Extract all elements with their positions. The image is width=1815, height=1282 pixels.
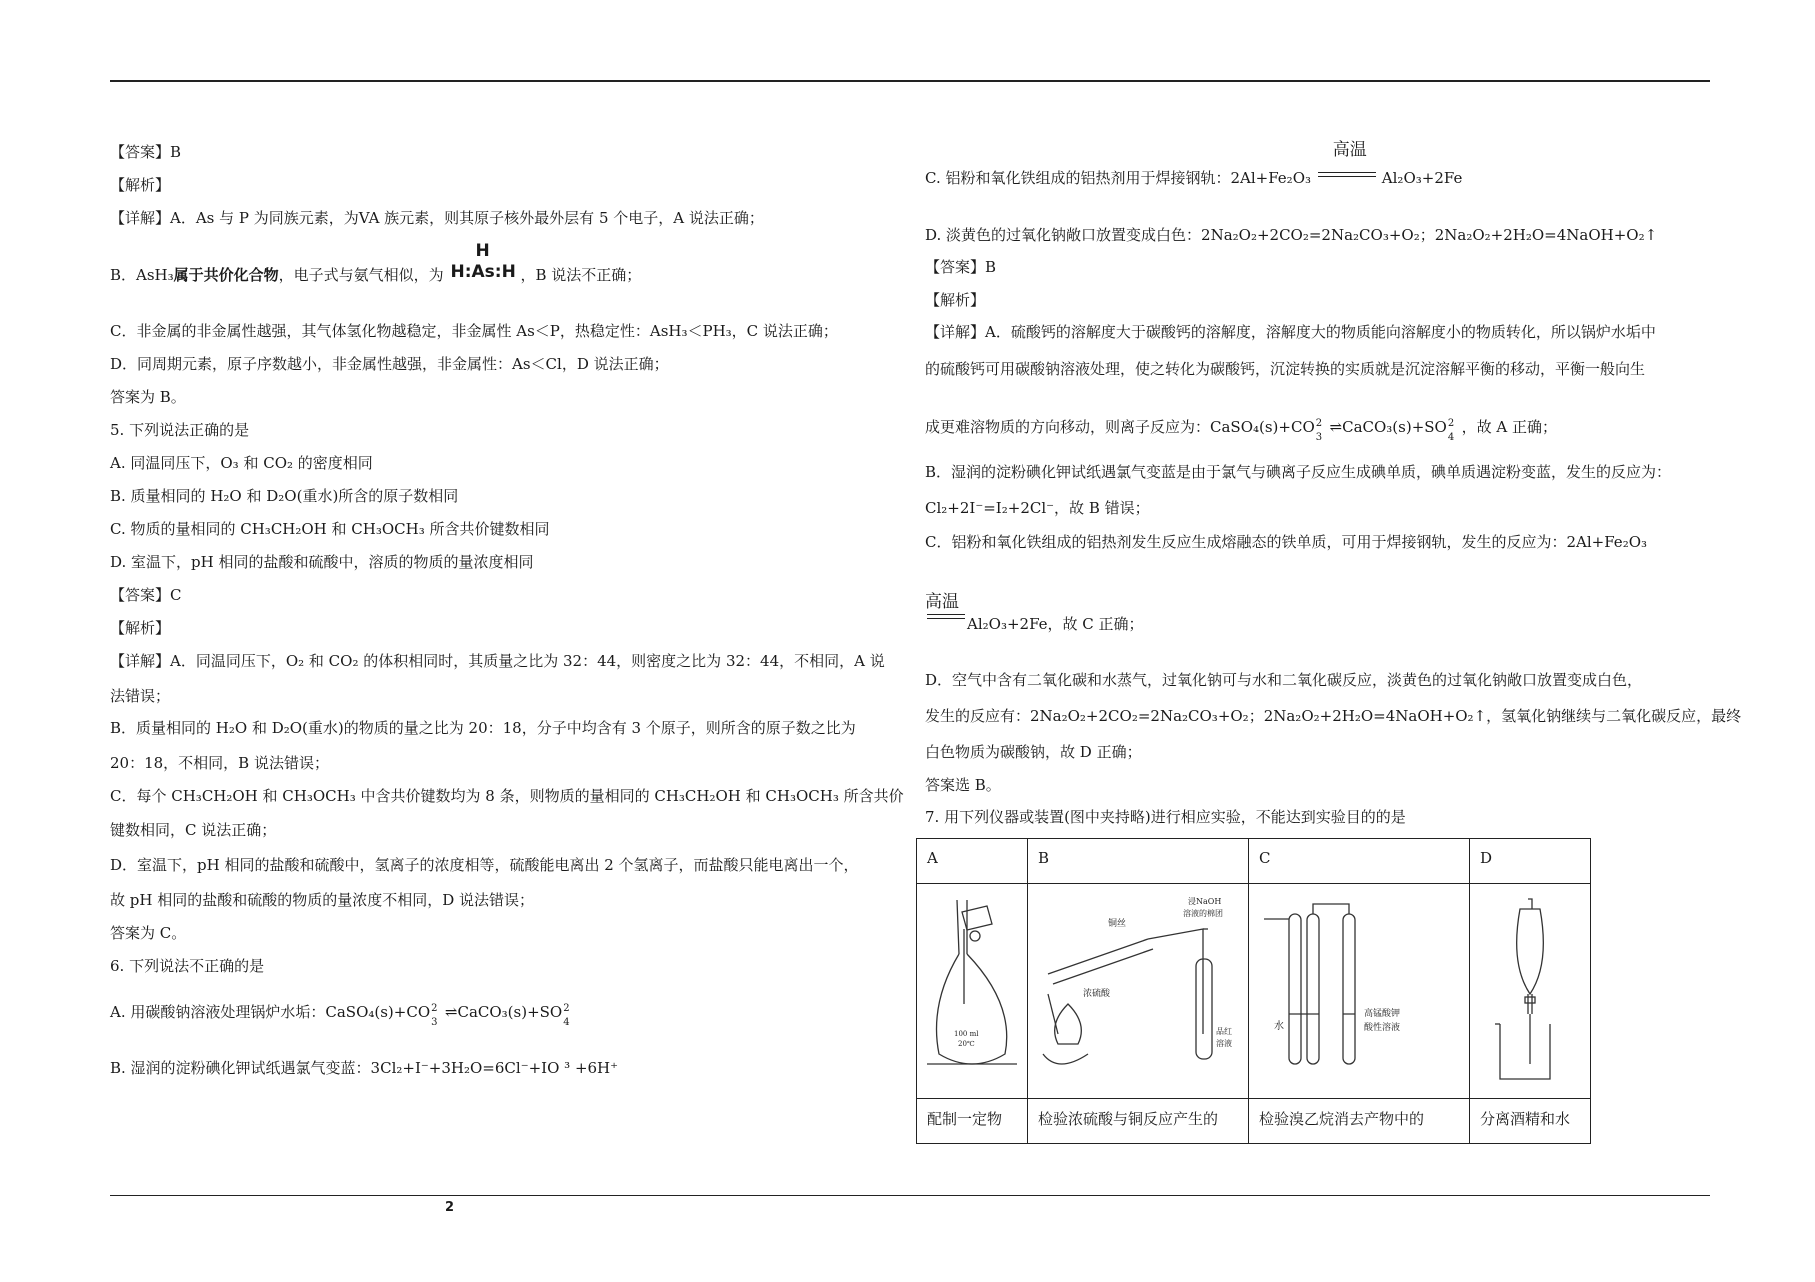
table-head-c: C <box>1249 839 1470 884</box>
condition-bar-1 <box>927 614 965 615</box>
q6-detail-d1: D．空气中含有二氧化碳和水蒸气，过氧化钠可与水和二氧化碳反应，淡黄色的过氧化钠敞口放置变成白色， <box>925 671 1643 689</box>
q6-option-a: A. 用碳酸钠溶液处理锅炉水垢：CaSO₄(s)+CO 2 3 ⇌CaCO₃(s)+SO 2 4 <box>110 1003 570 1028</box>
footer-rule <box>110 1195 1710 1196</box>
q6-detail-c-label: 高温 <box>925 592 959 612</box>
q5-detail-a1: 【详解】A．同温同压下，O₂ 和 CO₂ 的体积相同时，其质量之比为 32：44，则密度之比为 32：44，不相同，A 说 <box>110 652 885 670</box>
q6-option-b: B. 湿润的淀粉碘化钾试纸遇氯气变蓝：3Cl₂+I⁻+3H₂O=6Cl⁻+IO ³ +6H⁺ <box>110 1059 619 1077</box>
q6-detail-d3: 白色物质为碳酸钠，故 D 正确； <box>925 743 1142 761</box>
q5-answer: 【答案】C <box>110 586 182 604</box>
q5-option-c: C. 物质的量相同的 CH₃CH₂OH 和 CH₃OCH₃ 所含共价键数相同 <box>110 520 550 538</box>
detail-a: 【详解】A．As 与 P 为同族元素，为VA 族元素，则其原子核外最外层有 5 个电子，A 说法正确； <box>110 209 764 227</box>
figure-c-bromoethane <box>1249 884 1470 1099</box>
svg-text:酸性溶液: 酸性溶液 <box>1364 1023 1401 1033</box>
table-caption-c: 检验溴乙烷消去产物中的 <box>1249 1099 1470 1144</box>
q6-detail-c2: Al₂O₃+2Fe，故 C 正确； <box>967 615 1144 633</box>
figure-a-volumetric-flask <box>917 884 1028 1099</box>
q5-answer-is: 答案为 C。 <box>110 924 187 942</box>
q5-detail-b1: B．质量相同的 H₂O 和 D₂O(重水)的物质的量之比为 20：18，分子中均含有 3 个原子，则所含的原子数之比为 <box>110 719 856 737</box>
svg-text:水: 水 <box>1274 1021 1284 1032</box>
svg-text:浓硫酸: 浓硫酸 <box>1083 989 1111 999</box>
q6-option-c: C. 铝粉和氧化铁组成的铝热剂用于焊接钢轨：2Al+Fe₂O₃ 高温 Al₂O₃+2Fe <box>925 140 1463 187</box>
q6-detail-b1: B．湿润的淀粉碘化钾试纸遇氯气变蓝是由于氯气与碘离子反应生成碘单质，碘单质遇淀粉变蓝，发生的反应为： <box>925 463 1672 481</box>
condition-bar-2 <box>927 618 965 619</box>
answer-is: 答案为 B。 <box>110 388 186 406</box>
page-number: 2 <box>445 1200 455 1215</box>
analysis-label: 【解析】 <box>110 176 171 194</box>
q5-option-d: D. 室温下，pH 相同的盐酸和硫酸中，溶质的物质的量浓度相同 <box>110 553 534 571</box>
q5-detail-a2: 法错误； <box>110 687 171 705</box>
lewis-structure: H H:As:H <box>450 241 516 282</box>
q6-answer-is: 答案选 B。 <box>925 776 1001 794</box>
q6-detail-d2: 发生的反应有：2Na₂O₂+2CO₂=2Na₂CO₃+O₂；2Na₂O₂+2H₂O=4NaOH+O₂↑，氢氧化钠继续与二氧化碳反应，最终 <box>925 707 1742 725</box>
q6-answer: 【答案】B <box>925 258 997 276</box>
detail-d: D．同周期元素，原子序数越小，非金属性越强，非金属性：As＜Cl，D 说法正确； <box>110 355 669 373</box>
experiment-table <box>916 838 1591 1144</box>
svg-text:100 ml: 100 ml <box>954 1030 979 1038</box>
q5-option-a: A. 同温同压下，O₃ 和 CO₂ 的密度相同 <box>110 454 373 472</box>
question-7: 7. 用下列仪器或装置(图中夹持略)进行相应实验，不能达到实验目的的是 <box>925 808 1406 826</box>
q5-detail-b2: 20：18，不相同，B 说法错误； <box>110 754 329 772</box>
question-5: 5. 下列说法正确的是 <box>110 421 250 439</box>
question-6: 6. 下列说法不正确的是 <box>110 957 265 975</box>
high-temp-condition: 高温 <box>1316 168 1382 188</box>
svg-text:20℃: 20℃ <box>958 1040 975 1048</box>
svg-text:高锰酸钾: 高锰酸钾 <box>1364 1009 1401 1019</box>
q5-detail-d1: D．室温下，pH 相同的盐酸和硫酸中，氢离子的浓度相等，硫酸能电离出 2 个氢离子，而盐酸只能电离出一个， <box>110 856 859 874</box>
svg-text:溶液的棉团: 溶液的棉团 <box>1183 909 1223 918</box>
svg-text:品红: 品红 <box>1216 1027 1232 1036</box>
svg-text:铜丝: 铜丝 <box>1108 919 1127 929</box>
q5-analysis: 【解析】 <box>110 619 171 637</box>
q5-detail-c2: 键数相同，C 说法正确； <box>110 821 277 839</box>
table-caption-b: 检验浓硫酸与铜反应产生的 <box>1028 1099 1249 1144</box>
figure-b-copper-reaction <box>1028 884 1249 1099</box>
detail-b: B．AsH₃属于共价化合物，电子式与氨气相似，为 H H:As:H ，B 说法不正确； <box>110 241 642 284</box>
table-caption-a: 配制一定物 <box>917 1099 1028 1144</box>
table-head-d: D <box>1470 839 1591 884</box>
header-rule <box>110 80 1710 82</box>
figure-d-separatory-funnel <box>1470 884 1591 1099</box>
table-head-b: B <box>1028 839 1249 884</box>
table-head-a: A <box>917 839 1028 884</box>
answer-label: 【答案】B <box>110 143 182 161</box>
q5-option-b: B. 质量相同的 H₂O 和 D₂O(重水)所含的原子数相同 <box>110 487 459 505</box>
q6-detail-b2: Cl₂+2I⁻=I₂+2Cl⁻，故 B 错误； <box>925 499 1150 517</box>
q5-detail-d2: 故 pH 相同的盐酸和硫酸的物质的量浓度不相同，D 说法错误； <box>110 891 535 909</box>
q5-detail-c1: C．每个 CH₃CH₂OH 和 CH₃OCH₃ 中含共价键数均为 8 条，则物质的量相同的 CH₃CH₂OH 和 CH₃OCH₃ 所含共价 <box>110 787 904 805</box>
q6-detail-c1: C．铝粉和氧化铁组成的铝热剂发生反应生成熔融态的铁单质，可用于焊接钢轨，发生的反应为：2Al+Fe₂O₃ <box>925 533 1648 551</box>
q6-detail-a2: 的硫酸钙可用碳酸钠溶液处理，使之转化为碳酸钙，沉淀转换的实质就是沉淀溶解平衡的移动，平衡一般向生 <box>925 360 1646 378</box>
detail-c: C．非金属的非金属性越强，其气体氢化物越稳定，非金属性 As＜P，热稳定性：AsH₃＜PH₃，C 说法正确； <box>110 322 838 340</box>
q6-detail-a3: 成更难溶物质的方向移动，则离子反应为：CaSO₄(s)+CO 2 3 ⇌CaCO₃(s)+SO 2 4 ，故 A 正确； <box>925 418 1557 443</box>
q6-detail-a1: 【详解】A．硫酸钙的溶解度大于碳酸钙的溶解度，溶解度大的物质能向溶解度小的物质转化，所以锅炉水垢中 <box>925 323 1656 341</box>
svg-text:浸NaOH: 浸NaOH <box>1188 897 1222 906</box>
q6-analysis: 【解析】 <box>925 291 986 309</box>
q6-option-d: D. 淡黄色的过氧化钠敞口放置变成白色：2Na₂O₂+2CO₂=2Na₂CO₃+O₂；2Na₂O₂+2H₂O=4NaOH+O₂↑ <box>925 226 1658 244</box>
svg-text:溶液: 溶液 <box>1216 1039 1232 1048</box>
table-caption-d: 分离酒精和水 <box>1470 1099 1591 1144</box>
